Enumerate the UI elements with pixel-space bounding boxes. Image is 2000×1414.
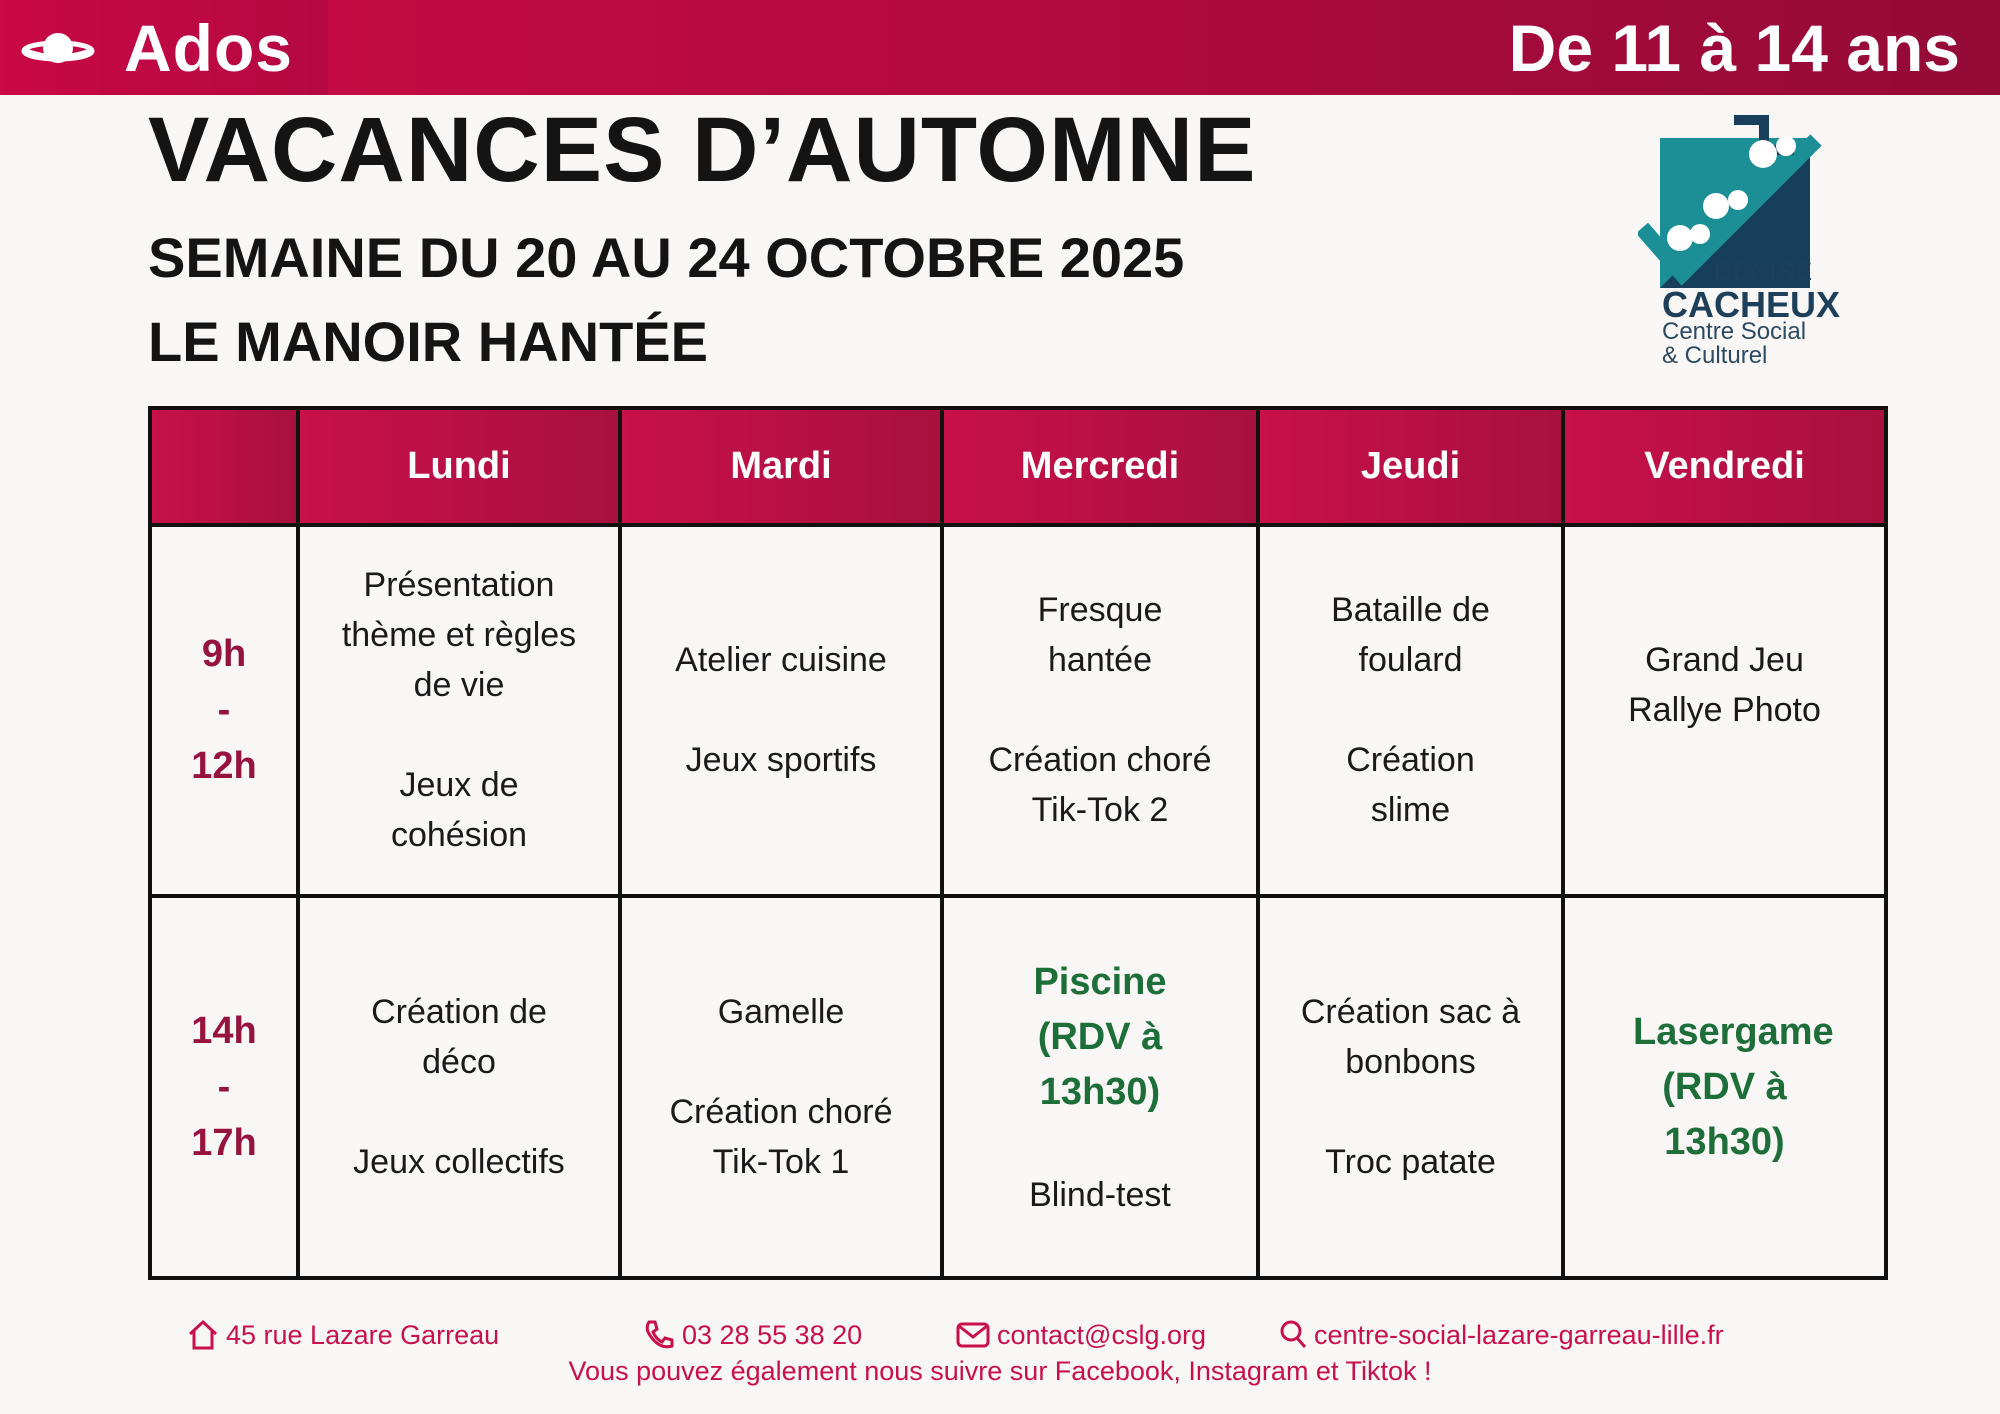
activity-item: Jeux de cohésion bbox=[390, 766, 528, 855]
schedule-table bbox=[148, 406, 1888, 1280]
address-text: 45 rue Lazare Garreau bbox=[226, 1319, 500, 1350]
logo-line-centre: Centre Social bbox=[1662, 318, 1807, 345]
activity-item: Création choré Tik-Tok 1 bbox=[669, 1093, 893, 1182]
corner-cell bbox=[150, 408, 298, 525]
time-separator: - bbox=[217, 689, 231, 732]
time-start: 14h bbox=[191, 1010, 257, 1053]
logo-line-cacheux: CACHEUX bbox=[1662, 284, 1841, 325]
day-header-mardi: Mardi bbox=[620, 408, 942, 525]
schedule-header-row bbox=[150, 408, 1886, 525]
activity-item: Jeux sportifs bbox=[685, 741, 877, 780]
activity-item: Création de déco bbox=[371, 993, 547, 1082]
theme-title: LE MANOIR HANTÉE bbox=[148, 310, 708, 373]
time-separator: - bbox=[217, 1066, 231, 1109]
activity-item: Présentation thème et règles de vie bbox=[341, 566, 577, 705]
phone-text[interactable]: 03 28 55 38 20 bbox=[682, 1319, 863, 1350]
afternoon-row bbox=[150, 896, 1886, 1278]
address-item bbox=[186, 1318, 499, 1352]
activity-item: Gamelle bbox=[717, 993, 845, 1032]
activity-cell bbox=[1563, 525, 1886, 897]
activity-item: Bataille de foulard bbox=[1331, 591, 1490, 680]
centre-logo bbox=[1638, 110, 1841, 372]
afternoon-time bbox=[150, 896, 298, 1278]
age-range: De 11 à 14 ans bbox=[1508, 10, 1960, 85]
time-end: 17h bbox=[191, 1122, 257, 1165]
mail-icon bbox=[955, 1318, 991, 1352]
home-icon bbox=[186, 1318, 220, 1352]
activity-item: Atelier cuisine bbox=[675, 641, 887, 680]
activity-item: Jeux collectifs bbox=[353, 1143, 565, 1182]
activity-outing: Piscine (RDV à 13h30) bbox=[1033, 960, 1167, 1113]
morning-row bbox=[150, 525, 1886, 897]
activity-cell bbox=[298, 896, 620, 1278]
audience-label: Ados bbox=[124, 10, 293, 85]
activity-cell bbox=[298, 525, 620, 897]
website-text[interactable]: centre-social-lazare-garreau-lille.fr bbox=[1314, 1319, 1724, 1350]
activity-item: Grand Jeu Rallye Photo bbox=[1628, 641, 1821, 730]
day-header-jeudi: Jeudi bbox=[1258, 408, 1563, 525]
morning-time bbox=[150, 525, 298, 897]
activity-item: Création sac à bonbons bbox=[1300, 993, 1521, 1082]
activity-cell bbox=[942, 525, 1258, 897]
activity-item: Création choré Tik-Tok 2 bbox=[988, 741, 1212, 830]
activity-cell bbox=[1258, 896, 1563, 1278]
planet-icon bbox=[20, 25, 96, 71]
logo-line-culturel: & Culturel bbox=[1662, 342, 1768, 369]
social-note: Vous pouvez également nous suivre sur Facebook, Instagram et Tiktok ! bbox=[568, 1356, 1432, 1386]
activity-outing: Lasergame (RDV à 13h30) bbox=[1633, 1010, 1834, 1163]
activity-cell bbox=[1563, 896, 1886, 1278]
activity-item: Fresque hantée bbox=[1037, 591, 1163, 680]
time-start: 9h bbox=[201, 633, 247, 676]
activity-cell bbox=[620, 896, 942, 1278]
logo-line-denise: DENISE bbox=[1714, 258, 1814, 286]
activity-cell bbox=[620, 525, 942, 897]
audience-tag bbox=[0, 0, 328, 95]
page-title: VACANCES D’AUTOMNE bbox=[148, 99, 1257, 201]
week-subtitle: SEMAINE DU 20 AU 24 OCTOBRE 2025 bbox=[148, 226, 1185, 289]
day-header-vendredi: Vendredi bbox=[1563, 408, 1886, 525]
day-header-mercredi: Mercredi bbox=[942, 408, 1258, 525]
email-text[interactable]: contact@cslg.org bbox=[997, 1319, 1206, 1350]
search-icon bbox=[1278, 1318, 1308, 1352]
activity-cell bbox=[1258, 525, 1563, 897]
activity-item: Troc patate bbox=[1325, 1143, 1496, 1182]
time-end: 12h bbox=[191, 745, 257, 788]
day-header-lundi: Lundi bbox=[298, 408, 620, 525]
activity-cell bbox=[942, 896, 1258, 1278]
phone-icon bbox=[642, 1318, 676, 1352]
activity-item: Création slime bbox=[1346, 741, 1475, 830]
phone-item bbox=[642, 1318, 862, 1352]
header-banner bbox=[0, 0, 2000, 95]
website-item bbox=[1278, 1318, 1724, 1352]
email-item bbox=[955, 1318, 1206, 1352]
activity-item: Blind-test bbox=[1029, 1175, 1171, 1214]
